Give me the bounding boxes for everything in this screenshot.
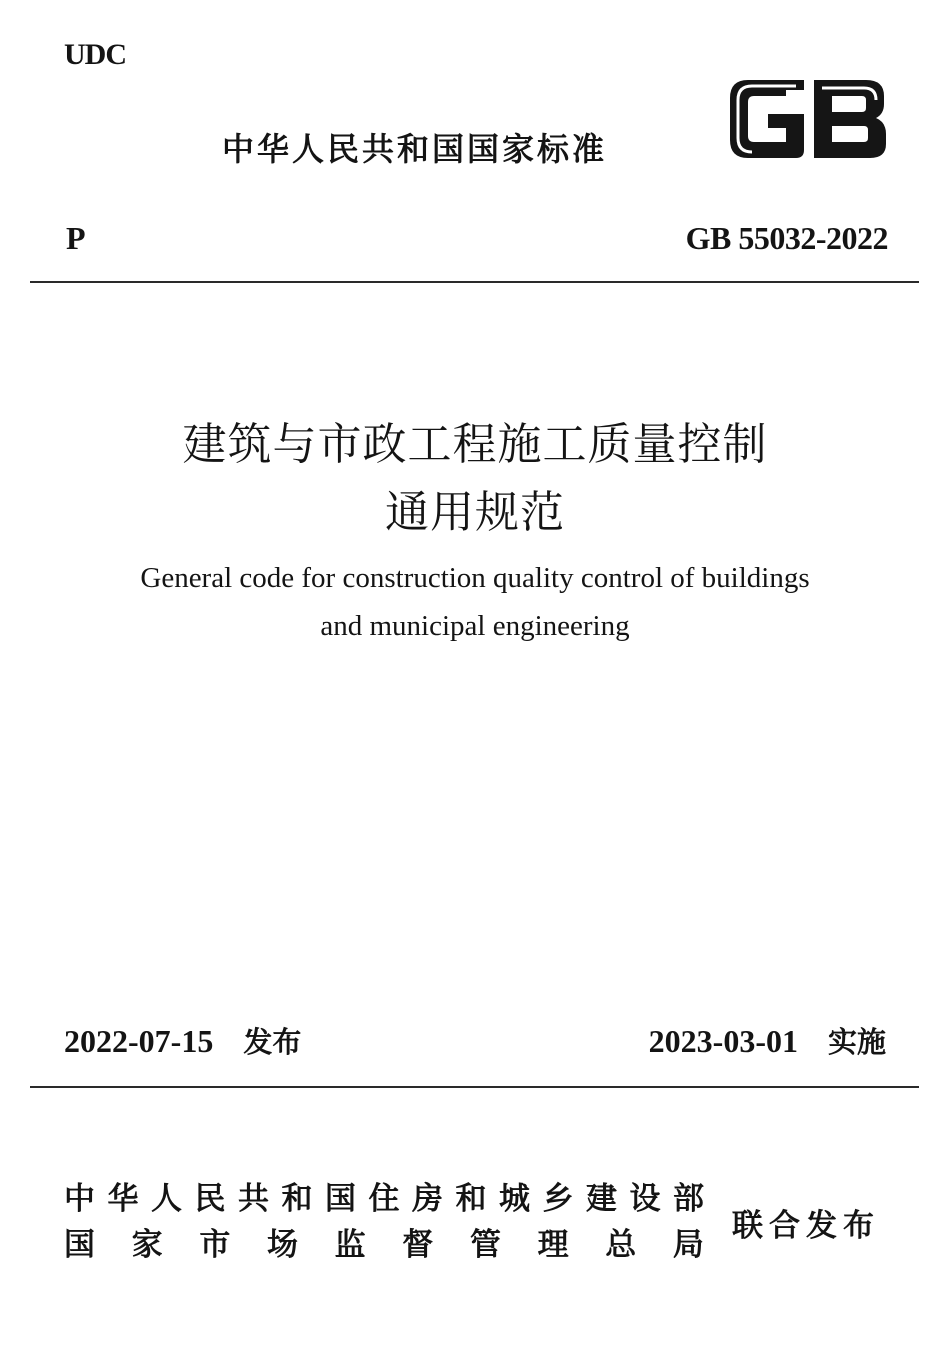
joint-issue-label: 联合发布: [732, 1208, 880, 1244]
issuer-char: 建: [586, 1181, 617, 1217]
issue-date: 2022-07-15: [64, 1023, 214, 1059]
title-en-line1: General code for construction quality control of buildings: [140, 562, 810, 594]
bottom-divider: [30, 1086, 919, 1088]
issuer-char: 住: [368, 1181, 400, 1217]
issuer-char: 管: [469, 1227, 501, 1263]
issuer-char: 共: [238, 1181, 269, 1217]
national-standard-heading: 中华人民共和国国家标准: [222, 130, 608, 168]
issuer-char: 局: [672, 1227, 704, 1263]
title-zh-line2: 通用规范: [385, 487, 565, 538]
issuer-char: 国: [325, 1181, 356, 1217]
udc-label: UDC: [64, 38, 126, 71]
issuer-char: 房: [412, 1181, 443, 1217]
issuer-char: 和: [455, 1181, 487, 1217]
issuer-char: 乡: [542, 1181, 574, 1217]
title-zh-line1: 建筑与市政工程施工质量控制: [182, 419, 768, 470]
issuer-char: 理: [537, 1227, 569, 1263]
implement-date: 2023-03-01: [648, 1023, 798, 1059]
issuer-char: 国: [64, 1227, 95, 1263]
implement-label: 实施: [827, 1025, 886, 1059]
issuer-administration: [64, 1222, 704, 1268]
issuer-ministry: [64, 1176, 704, 1222]
issuer-char: 和: [281, 1181, 313, 1217]
issuer-char: 总: [605, 1227, 637, 1263]
issuer-char: 华: [107, 1181, 139, 1217]
issuer-char: 中: [64, 1181, 95, 1217]
issuer-char: 民: [194, 1181, 226, 1217]
issuer-char: 督: [402, 1227, 434, 1263]
issue-label: 发布: [243, 1025, 302, 1059]
standard-number: GB 55032-2022: [685, 220, 888, 256]
issuer-char: 市: [199, 1227, 231, 1263]
issuer-char: 监: [334, 1227, 366, 1263]
issue-date-row: [64, 1020, 301, 1061]
implement-date-row: [649, 1020, 886, 1061]
title-en-line2: and municipal engineering: [320, 610, 630, 642]
issuer-char: 部: [673, 1181, 704, 1217]
classification-code: P: [66, 220, 86, 256]
gb-logo: [726, 74, 890, 164]
issuer-char: 人: [151, 1181, 182, 1217]
issuer-char: 城: [499, 1181, 530, 1217]
issuer-char: 设: [629, 1181, 661, 1217]
issuer-char: 家: [131, 1227, 163, 1263]
issuer-char: 场: [266, 1227, 298, 1263]
top-divider: [30, 281, 919, 283]
